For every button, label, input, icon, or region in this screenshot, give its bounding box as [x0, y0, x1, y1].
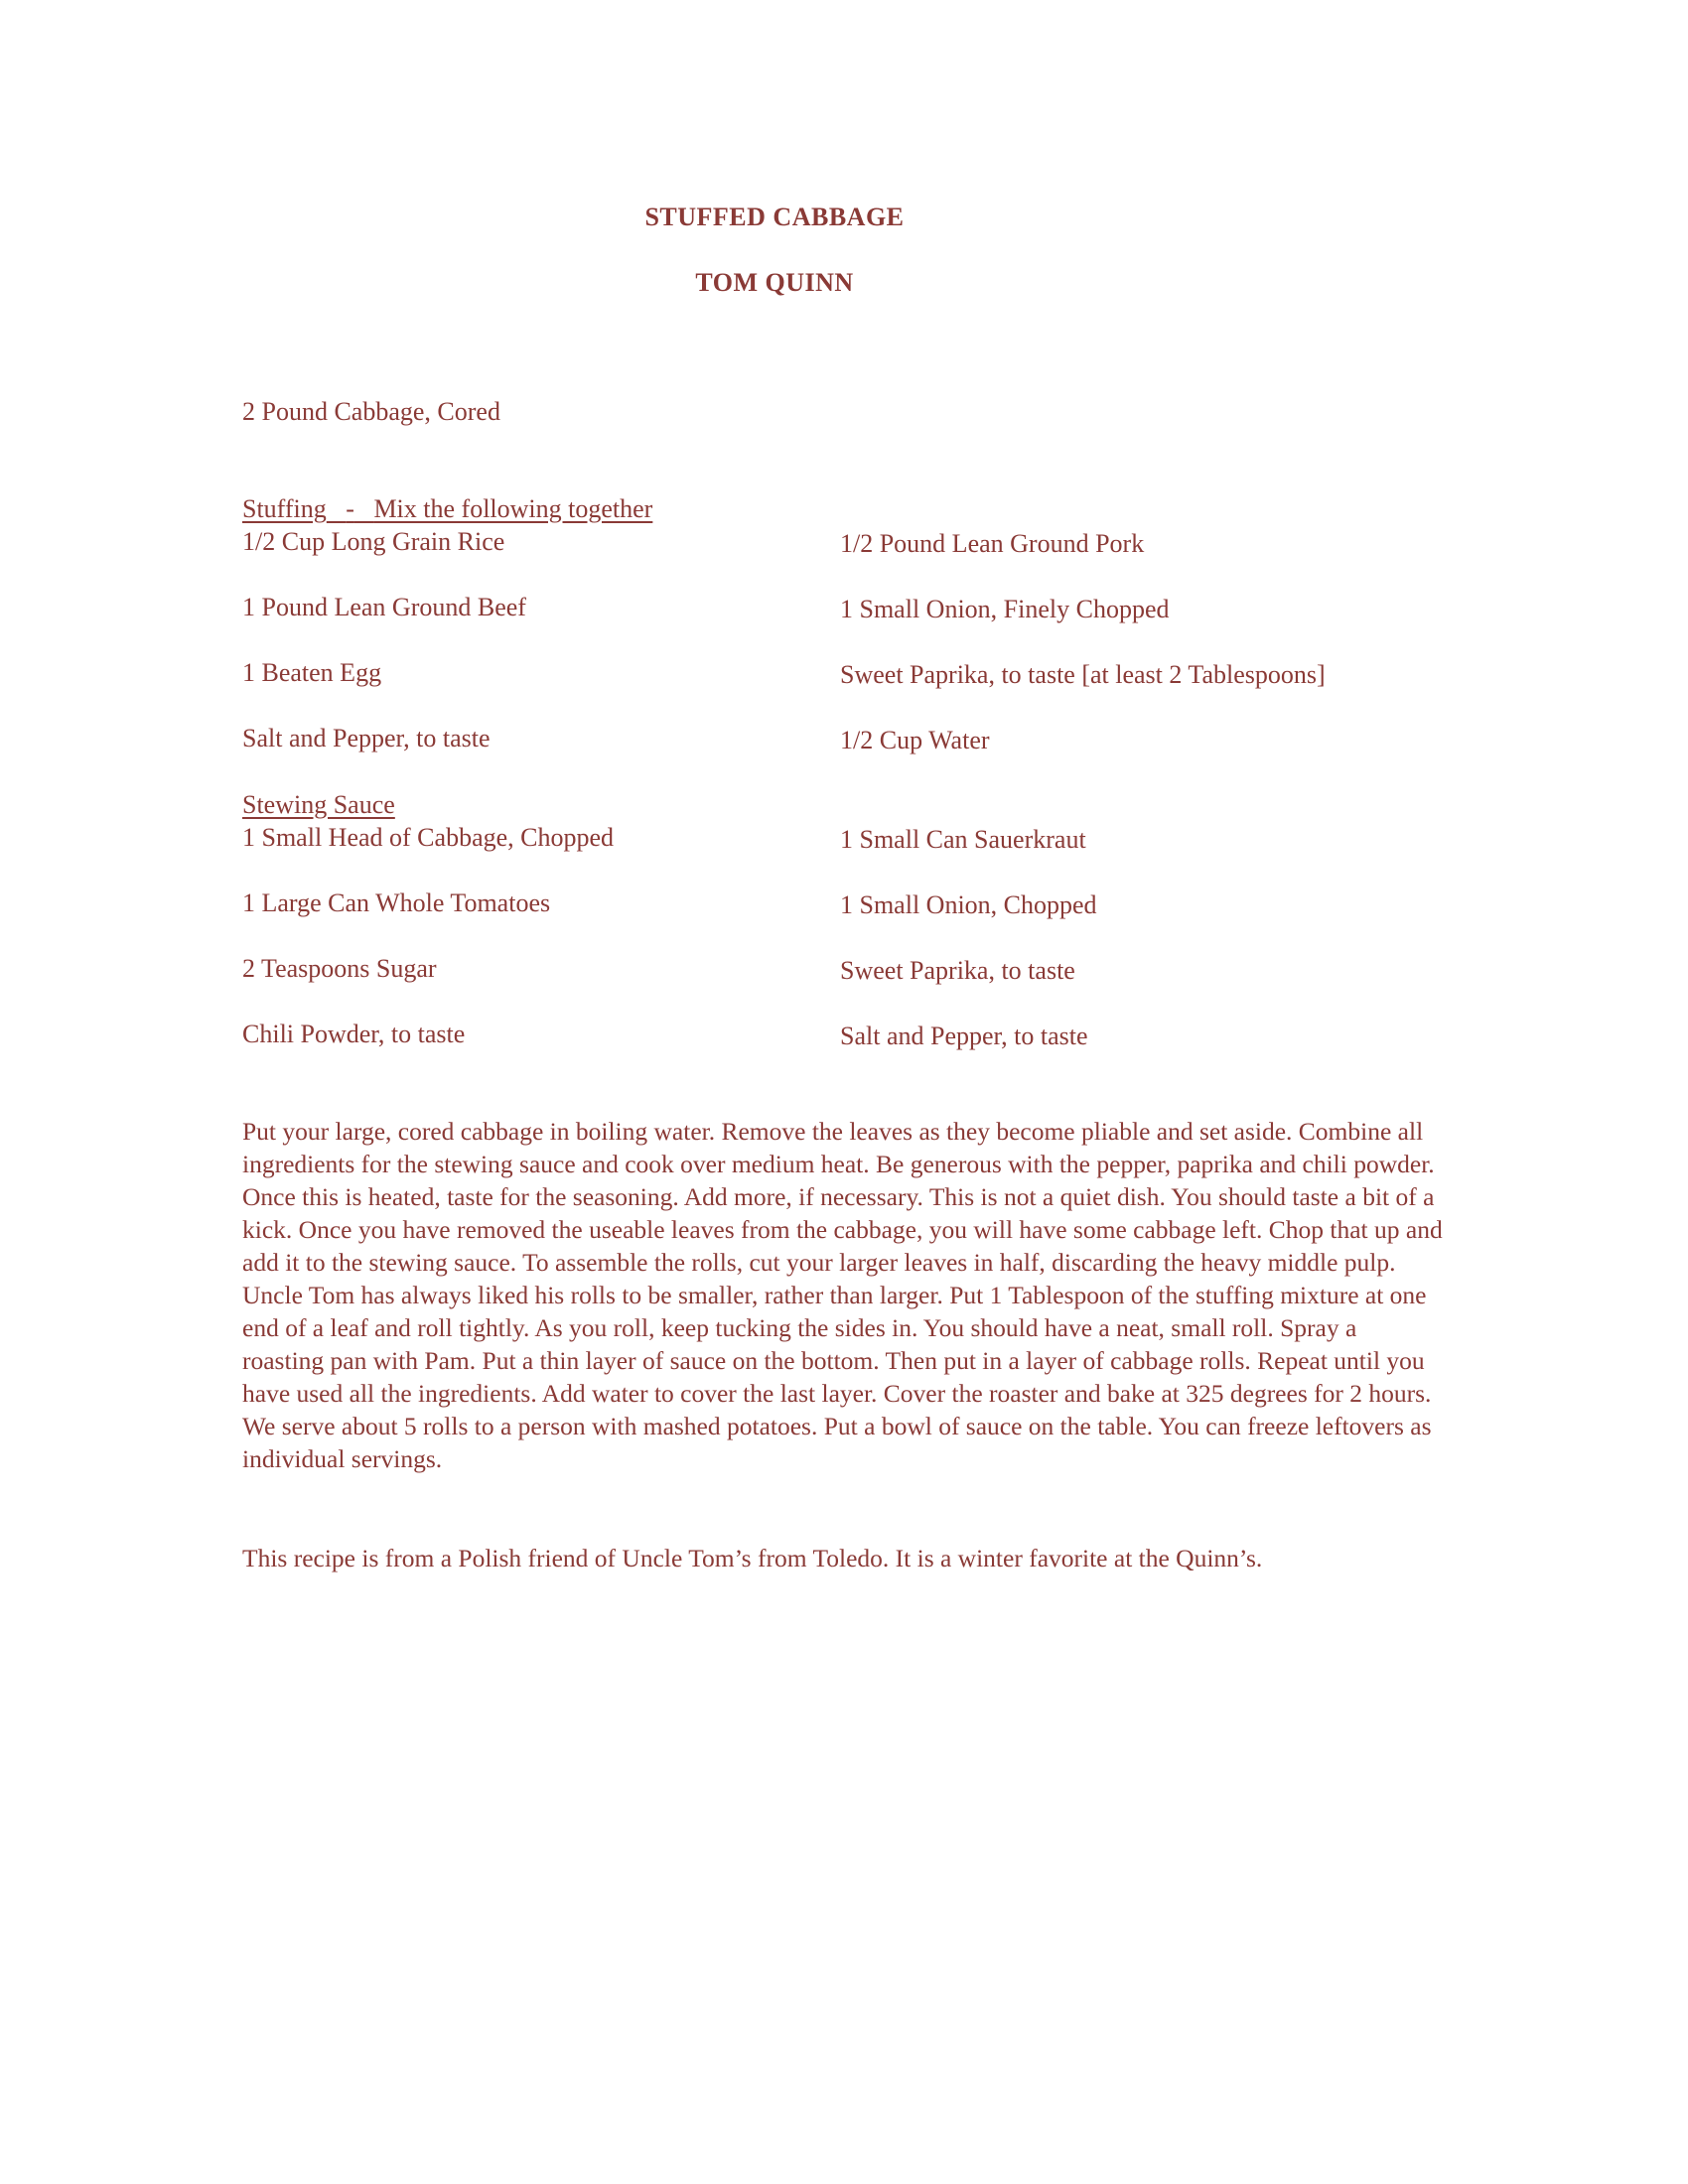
stuffing-heading-note: Mix the following together [373, 494, 653, 523]
sauce-heading: Stewing Sauce [242, 790, 395, 819]
stuffing-ingredient: Sweet Paprika, to taste [at least 2 Tablespoons] [840, 660, 1326, 689]
sauce-ingredient: 2 Teaspoons Sugar [242, 954, 437, 983]
recipe-author: TOM QUINN [695, 268, 854, 297]
sauce-ingredient: Chili Powder, to taste [242, 1020, 466, 1048]
recipe-title: STUFFED CABBAGE [644, 203, 905, 231]
recipe-footnote: This recipe is from a Polish friend of Uncle Tom’s from Toledo. It is a winter favorite at the Quinn’s. [242, 1544, 1263, 1572]
stuffing-ingredient: Salt and Pepper, to taste [242, 724, 491, 752]
sauce-ingredient: 1 Small Can Sauerkraut [840, 825, 1086, 854]
main-ingredient: 2 Pound Cabbage, Cored [242, 397, 500, 426]
sauce-ingredient: Salt and Pepper, to taste [840, 1022, 1088, 1050]
stuffing-ingredient: 1/2 Cup Long Grain Rice [242, 527, 505, 556]
stuffing-ingredient: 1/2 Pound Lean Ground Pork [840, 529, 1145, 558]
stuffing-ingredient: 1 Pound Lean Ground Beef [242, 593, 526, 621]
sauce-ingredient: 1 Large Can Whole Tomatoes [242, 888, 551, 917]
instructions-paragraph: Put your large, cored cabbage in boiling water. Remove the leaves as they become pliable and set aside. Combine all ingredients for the stewing sauce and cook over medium heat. Be generous with the pepper, paprika and chili powder. Once this is heated, taste for the seasoning. Add more, if necessary. This is not a quiet dish. You should taste a bit of a kick. Once you have removed the useable leaves from the cabbage, you will have some cabbage left. Chop that up and add it to the stewing sauce. To assemble the rolls, cut your larger leaves in half, discarding the heavy middle pulp. Uncle Tom has always liked his rolls to be smaller, rather than larger. Put 1 Tablespoon of the stuffing mixture at one end of a leaf and roll tightly. As you roll, keep tucking the sides in. You should have a neat, small roll. Spray a roasting pan with Pam. Put a thin layer of sauce on the bottom. Then put in a layer of cabbage rolls. Repeat until you have used all the ingredients. Add water to cover the last layer. Cover the roaster and bake at 325 degrees for 2 hours. We serve about 5 rolls to a person with mashed potatoes. Put a bowl of sauce on the table. You can freeze leftovers as individual servings. [242, 1117, 1443, 1473]
stuffing-ingredient: 1 Small Onion, Finely Chopped [840, 595, 1170, 623]
stuffing-heading [242, 494, 652, 524]
sauce-ingredient: 1 Small Head of Cabbage, Chopped [242, 823, 615, 852]
stuffing-ingredient: 1/2 Cup Water [840, 726, 990, 754]
stuffing-heading-separator: - [346, 494, 354, 523]
stuffing-heading-name: Stuffing [242, 494, 327, 523]
sauce-ingredient: 1 Small Onion, Chopped [840, 890, 1097, 919]
stuffing-ingredient: 1 Beaten Egg [242, 658, 382, 687]
sauce-ingredient: Sweet Paprika, to taste [840, 956, 1075, 985]
